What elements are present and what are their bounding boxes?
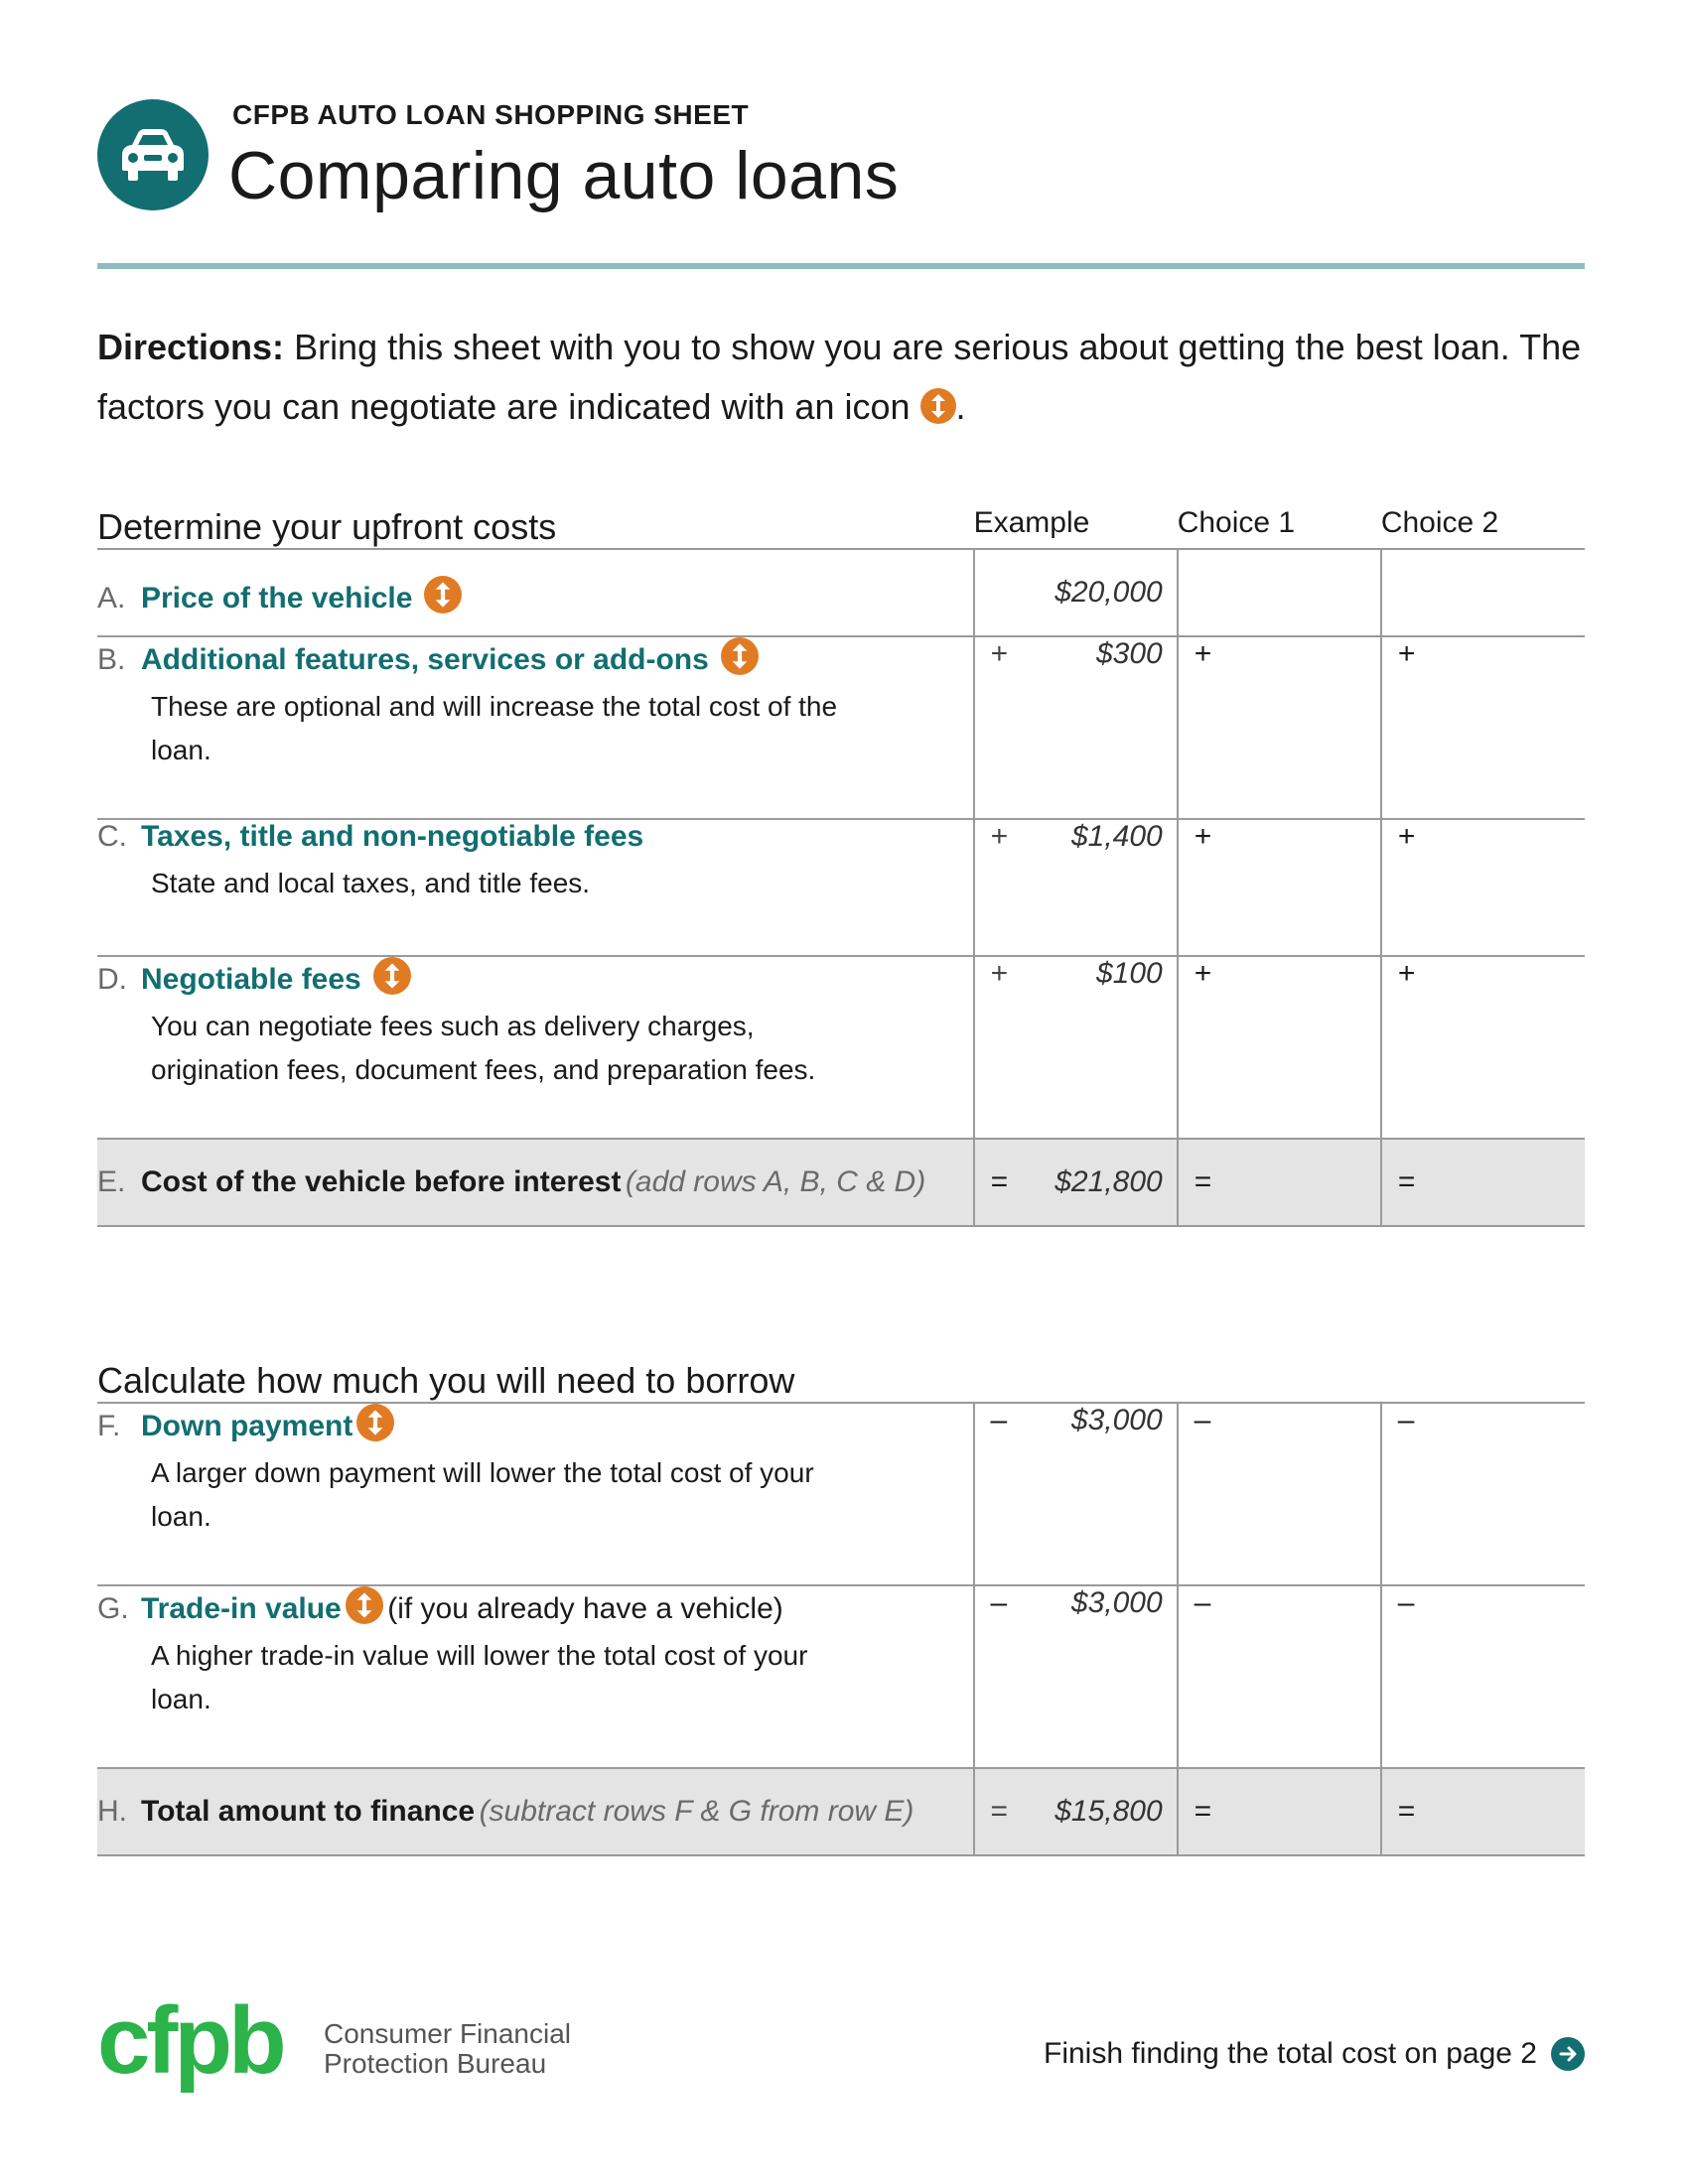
operator: + bbox=[990, 820, 1009, 853]
row-label: Cost of the vehicle before interest bbox=[141, 1165, 622, 1198]
operator: – bbox=[1194, 1404, 1211, 1436]
operator: – bbox=[1194, 1586, 1211, 1619]
row-letter: G. bbox=[97, 1592, 129, 1625]
row-description: State and local taxes, and title fees. bbox=[151, 868, 591, 898]
row-letter: C. bbox=[97, 820, 127, 853]
row-label: Total amount to finance bbox=[141, 1795, 476, 1828]
negotiable-icon bbox=[373, 957, 411, 995]
row-label: Taxes, title and non-negotiable fees bbox=[141, 820, 644, 853]
row-label: Price of the vehicle bbox=[141, 582, 413, 614]
total-row bbox=[97, 1139, 1585, 1226]
total-row bbox=[97, 1768, 1585, 1855]
next-page-label: Finish finding the total cost on page 2 bbox=[1044, 2037, 1537, 2070]
page-title: Comparing auto loans bbox=[228, 138, 900, 213]
operator: + bbox=[1397, 957, 1416, 990]
negotiable-icon bbox=[356, 1404, 394, 1441]
negotiable-icon bbox=[346, 1586, 383, 1624]
directions-label: Directions: bbox=[97, 327, 285, 367]
operator: + bbox=[1194, 637, 1212, 670]
operator: + bbox=[1194, 820, 1212, 853]
example-value: $15,800 bbox=[1055, 1795, 1163, 1828]
row-letter: H. bbox=[97, 1795, 127, 1828]
operator: = bbox=[1194, 1165, 1212, 1198]
operator: – bbox=[1397, 1404, 1415, 1436]
choice-1-input[interactable] bbox=[1178, 956, 1381, 1139]
example-value: $3,000 bbox=[1070, 1586, 1163, 1619]
row-extra: (if you already have a vehicle) bbox=[387, 1592, 783, 1625]
choice-1-input[interactable] bbox=[1178, 1768, 1381, 1855]
choice-1-input[interactable] bbox=[1178, 549, 1381, 636]
car-icon bbox=[97, 99, 209, 210]
row-note: (add rows A, B, C & D) bbox=[625, 1165, 926, 1198]
choice-2-input[interactable] bbox=[1381, 956, 1585, 1139]
page-header bbox=[97, 99, 1585, 268]
borrow-header bbox=[97, 1360, 1585, 1403]
upfront-costs-header bbox=[97, 506, 1585, 549]
logo-wordmark: cfpb bbox=[97, 1995, 283, 2094]
example-value: $100 bbox=[1095, 957, 1163, 990]
operator: = bbox=[1397, 1165, 1416, 1198]
operator: + bbox=[1194, 957, 1212, 990]
choice-1-input[interactable] bbox=[1178, 1585, 1381, 1768]
choice-2-input[interactable] bbox=[1381, 549, 1585, 636]
directions bbox=[97, 318, 1587, 437]
operator: + bbox=[990, 637, 1009, 670]
operator: + bbox=[1397, 637, 1416, 670]
choice-2-input[interactable] bbox=[1381, 819, 1585, 956]
table-row bbox=[97, 636, 1585, 819]
row-label: Additional features, services or add-ons bbox=[141, 643, 709, 676]
example-value: $1,400 bbox=[1070, 820, 1163, 853]
operator: = bbox=[1194, 1795, 1212, 1828]
cfpb-logo bbox=[97, 1995, 594, 2105]
negotiable-icon bbox=[920, 388, 956, 424]
directions-text: Bring this sheet with you to show you are serious about getting the best loan. The factors you can negotiate are indicated with an icon bbox=[97, 327, 1582, 427]
directions-end: . bbox=[955, 386, 966, 427]
row-letter: B. bbox=[97, 643, 126, 676]
borrow-table bbox=[97, 1360, 1585, 1856]
column-header-choice-1: Choice 1 bbox=[1178, 506, 1381, 549]
table-row bbox=[97, 1403, 1585, 1585]
section-title: Calculate how much you will need to borrow bbox=[97, 1360, 1585, 1403]
row-description: You can negotiate fees such as delivery charges, origination fees, document fees, and preparation fees. bbox=[151, 1011, 816, 1085]
choice-2-input[interactable] bbox=[1381, 1585, 1585, 1768]
header-divider bbox=[97, 263, 1585, 269]
choice-1-input[interactable] bbox=[1178, 636, 1381, 819]
arrow-right-icon[interactable] bbox=[1551, 2037, 1585, 2071]
next-page-link[interactable] bbox=[1044, 2037, 1585, 2071]
operator: – bbox=[990, 1404, 1008, 1436]
row-label: Negotiable fees bbox=[141, 963, 361, 996]
section-title: Determine your upfront costs bbox=[97, 506, 974, 549]
upfront-costs-table bbox=[97, 506, 1585, 1227]
negotiable-icon bbox=[424, 576, 462, 614]
sheet-kicker: CFPB AUTO LOAN SHOPPING SHEET bbox=[232, 99, 750, 130]
column-header-choice-2: Choice 2 bbox=[1381, 506, 1585, 549]
table-row bbox=[97, 819, 1585, 956]
row-letter: E. bbox=[97, 1165, 126, 1198]
org-name-line-1: Consumer Financial bbox=[324, 2018, 571, 2049]
example-value: $21,800 bbox=[1055, 1165, 1163, 1198]
choice-2-input[interactable] bbox=[1381, 1403, 1585, 1585]
choice-1-input[interactable] bbox=[1178, 1403, 1381, 1585]
row-letter: A. bbox=[97, 582, 126, 614]
row-label: Trade-in value bbox=[141, 1592, 342, 1625]
column-header-example: Example bbox=[974, 506, 1178, 549]
choice-2-input[interactable] bbox=[1381, 1768, 1585, 1855]
operator: = bbox=[1397, 1795, 1416, 1828]
operator: = bbox=[990, 1165, 1009, 1198]
example-value: $20,000 bbox=[1055, 576, 1163, 609]
choice-2-input[interactable] bbox=[1381, 1139, 1585, 1226]
row-label: Down payment bbox=[141, 1410, 353, 1442]
row-description: These are optional and will increase the total cost of the loan. bbox=[151, 691, 838, 765]
table-row bbox=[97, 956, 1585, 1139]
row-description: A larger down payment will lower the total cost of your loan. bbox=[151, 1457, 814, 1532]
choice-2-input[interactable] bbox=[1381, 636, 1585, 819]
choice-1-input[interactable] bbox=[1178, 1139, 1381, 1226]
row-letter: D. bbox=[97, 963, 127, 996]
row-description: A higher trade-in value will lower the total cost of your loan. bbox=[151, 1640, 808, 1714]
operator: – bbox=[1397, 1586, 1415, 1619]
example-value: $300 bbox=[1095, 637, 1163, 670]
operator: + bbox=[1397, 820, 1416, 853]
example-value: $3,000 bbox=[1070, 1404, 1163, 1436]
org-name-line-2: Protection Bureau bbox=[324, 2048, 547, 2079]
table-row bbox=[97, 549, 1585, 636]
operator: + bbox=[990, 957, 1009, 990]
operator: – bbox=[990, 1586, 1008, 1619]
row-note: (subtract rows F & G from row E) bbox=[479, 1795, 914, 1828]
table-row bbox=[97, 1585, 1585, 1768]
negotiable-icon bbox=[721, 637, 759, 675]
choice-1-input[interactable] bbox=[1178, 819, 1381, 956]
row-letter: F. bbox=[97, 1410, 121, 1442]
operator: = bbox=[990, 1795, 1009, 1828]
